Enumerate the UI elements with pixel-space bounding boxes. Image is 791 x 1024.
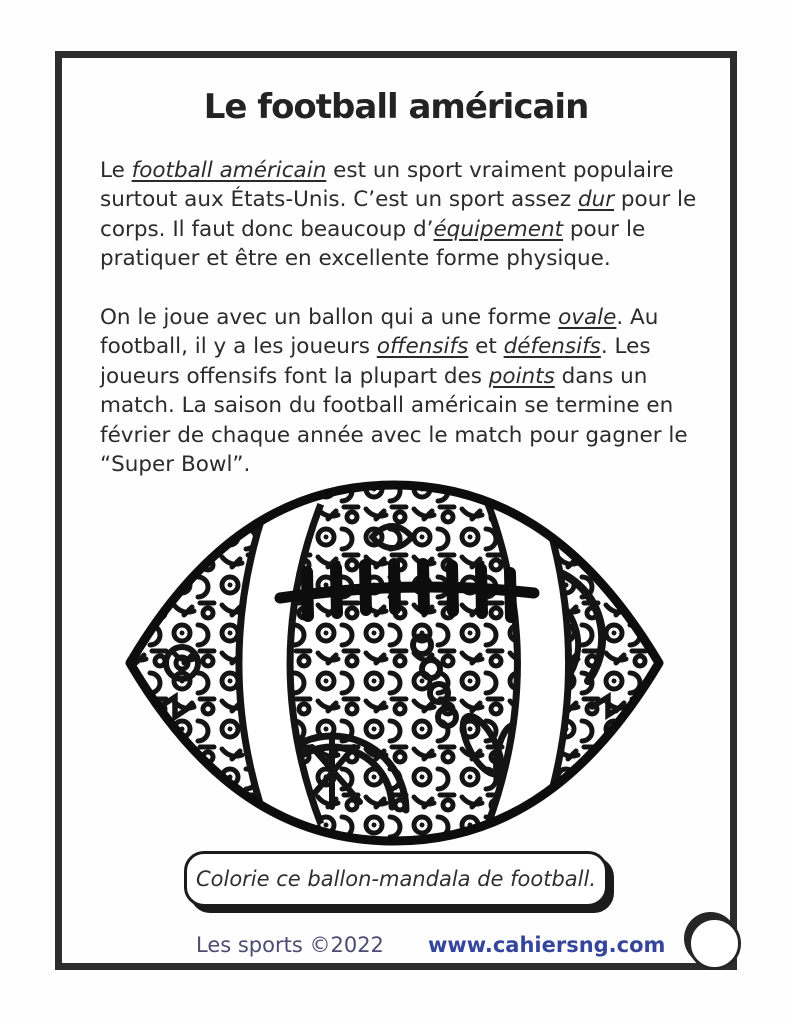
- page-number: 5: [702, 924, 719, 953]
- caption-text: Colorie ce ballon-mandala de football.: [195, 867, 596, 891]
- football-mandala-image: [122, 477, 667, 849]
- page-number-badge: [684, 912, 737, 965]
- footer-website-link[interactable]: www.cahiersng.com: [428, 933, 666, 957]
- paragraph-gameplay: On le joue avec un ballon qui a une forme ovale. Au football, il y a les joueurs offensifs et défensifs. Les joueurs offensifs font la plupart des points dans un match. La saison du football américain se termine en février de chaque année avec le match pour gagner le “Super Bowl”.: [100, 304, 688, 477]
- football-mandala-svg: [122, 477, 667, 849]
- caption-box: [184, 851, 608, 907]
- footer-credit-text: Les sports ©2022: [196, 933, 384, 957]
- page-title: Le football américain: [203, 86, 589, 127]
- paragraph-intro: Le football américain est un sport vraiment populaire surtout aux États-Unis. C’est un sport assez dur pour le corps. Il faut donc beaucoup d’équipement pour le pratiquer et être en excellente forme physique.: [100, 157, 697, 271]
